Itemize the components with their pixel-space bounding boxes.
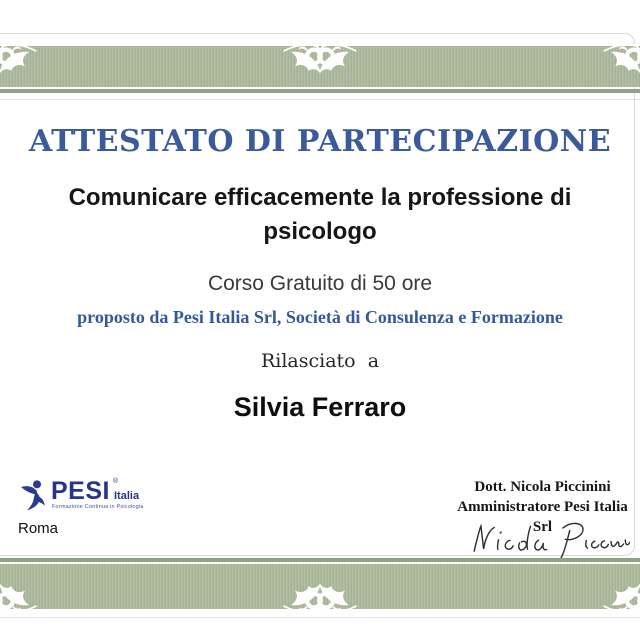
logo-tagline: Formazione Continua in Psicologia bbox=[52, 504, 144, 510]
signatory-role: Amministratore Pesi Italia Srl bbox=[457, 499, 628, 535]
location-label: Roma bbox=[18, 520, 59, 537]
course-info: Corso Gratuito di 50 ore bbox=[207, 272, 433, 295]
course-title-text: Comunicare efficacemente la professione di psicologo bbox=[68, 184, 572, 245]
certificate-title: ATTESTATO DI PARTECIPAZIONE bbox=[28, 124, 612, 159]
logo-brand-text: PESI bbox=[51, 477, 110, 505]
divider-below-top-band bbox=[0, 99, 640, 100]
signatory-name: Dott. Nicola Piccinini bbox=[474, 479, 611, 495]
provider-line: proposto da Pesi Italia Srl, Società di Consulenza e Formazione bbox=[77, 307, 563, 327]
pesi-italia-logo bbox=[18, 477, 198, 517]
tulip-scroll-ornament-icon bbox=[0, 580, 38, 618]
registered-mark: ® bbox=[113, 478, 119, 485]
tulip-scroll-ornament-icon bbox=[282, 39, 358, 77]
pesi-running-figure-icon bbox=[18, 479, 48, 511]
tulip-scroll-ornament-icon bbox=[282, 580, 358, 618]
tulip-scroll-ornament-icon bbox=[602, 39, 640, 77]
issued-to-label: Rilasciato a bbox=[260, 350, 380, 372]
tulip-scroll-ornament-icon bbox=[602, 580, 640, 618]
bottom-band-accent-stripe bbox=[0, 558, 640, 562]
signature-handwriting bbox=[468, 518, 630, 558]
tulip-scroll-ornament-icon bbox=[0, 39, 38, 77]
recipient-name: Silvia Ferraro bbox=[233, 392, 407, 422]
top-band-accent-stripe bbox=[0, 89, 640, 93]
logo-region-text: Italia bbox=[114, 490, 140, 502]
course-title bbox=[0, 181, 640, 249]
